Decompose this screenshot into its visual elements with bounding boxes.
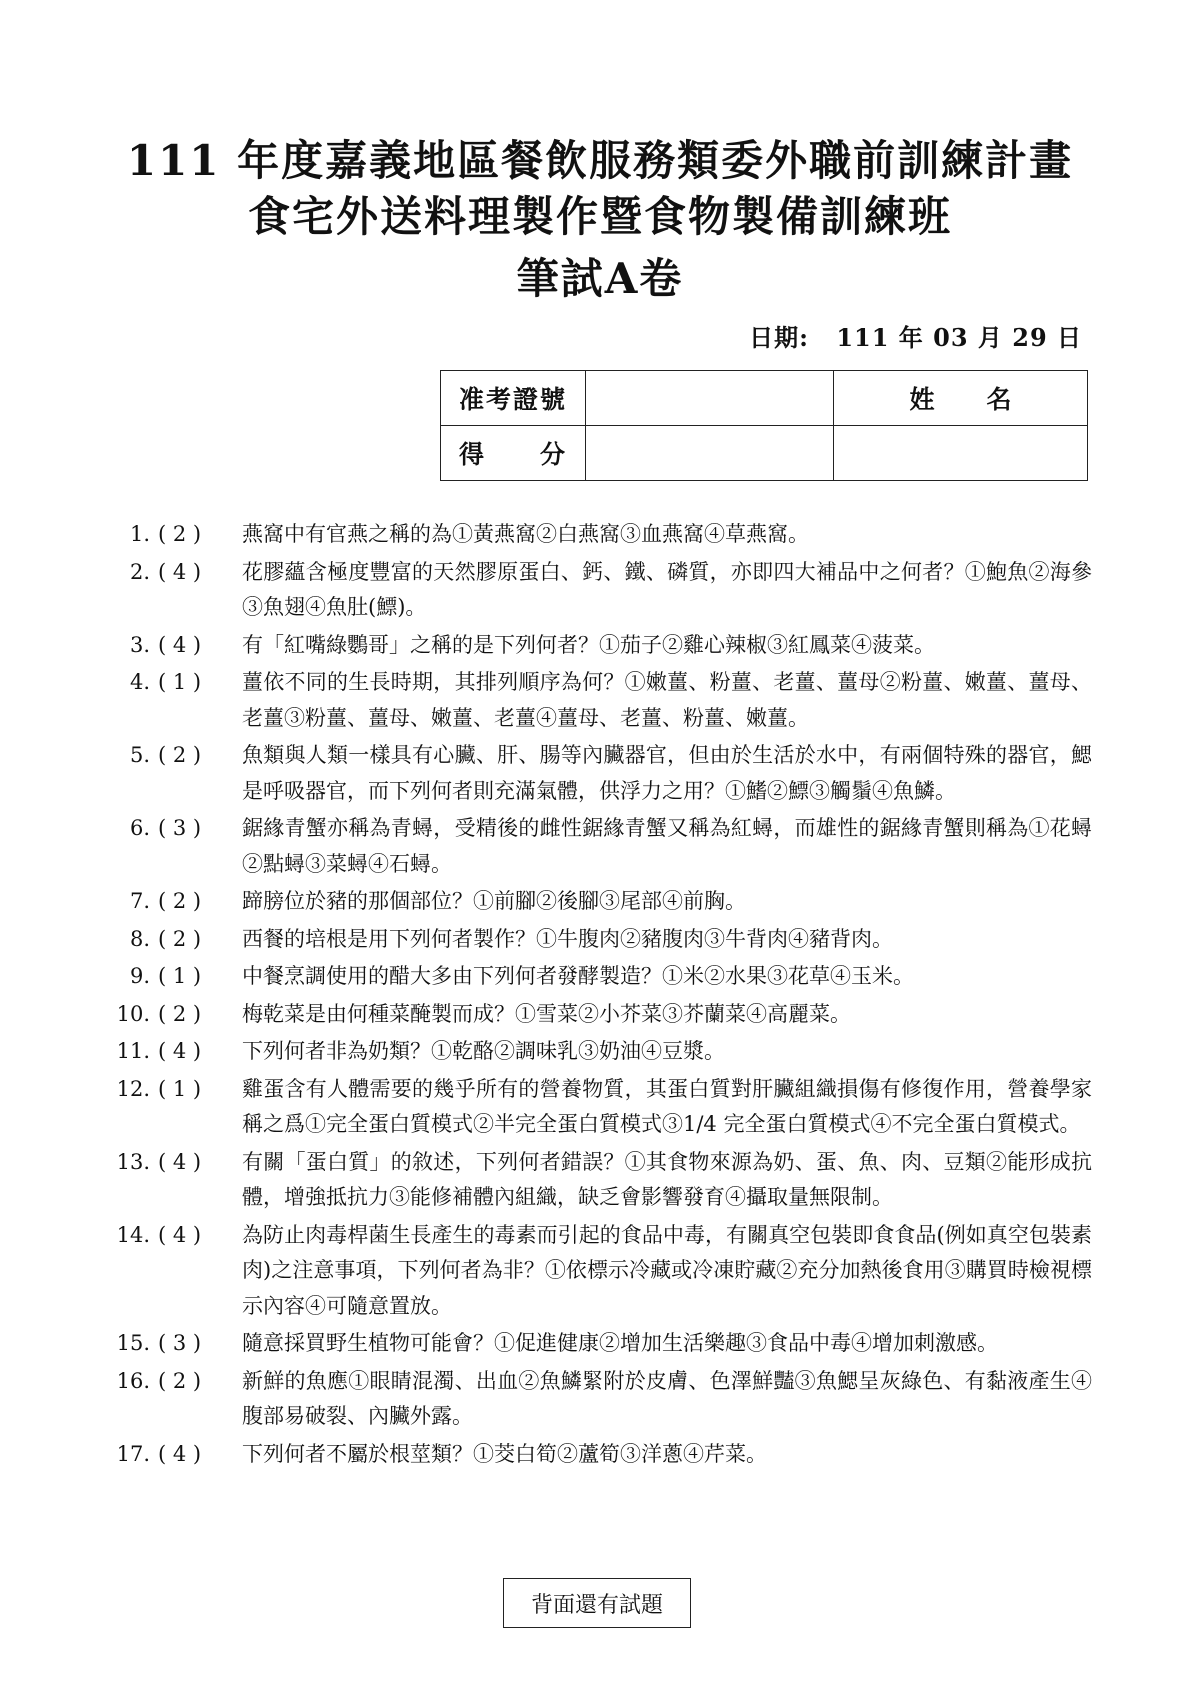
question-number: 16. (116, 1368, 150, 1393)
question-item (112, 959, 1092, 995)
question-number: 6. (129, 816, 150, 840)
question-item (112, 628, 1092, 664)
question-item (112, 997, 1092, 1033)
question-item (112, 517, 1092, 553)
question-answer: ( 2 ) (158, 1368, 202, 1393)
question-item (112, 665, 1092, 736)
question-answer: ( 1 ) (158, 670, 202, 694)
question-item (112, 1034, 1092, 1070)
question-item (112, 1072, 1092, 1143)
question-number: 10. (116, 1001, 150, 1026)
question-text: 燕窩中有官燕之稱的為①黃燕窩②白燕窩③血燕窩④草燕窩。 (242, 522, 809, 546)
question-answer: ( 4 ) (158, 1222, 202, 1247)
title-line-3: 筆試A卷 (516, 254, 684, 303)
question-answer: ( 4 ) (158, 1149, 202, 1174)
exam-id-label-char: 准 (459, 385, 487, 414)
score-label (441, 426, 586, 481)
question-number: 7. (129, 889, 150, 913)
score-label-char: 分 (540, 440, 568, 469)
question-number: 15. (116, 1331, 150, 1355)
exam-date (749, 318, 1082, 353)
question-text: 有關「蛋白質」的敘述，下列何者錯誤？①其食物來源為奶、蛋、魚、肉、豆類②能形成抗體，增強抵抗力③能修補體內組織，缺乏會影響發育④攝取量無限制。 (242, 1149, 1092, 1209)
question-number: 5. (129, 743, 150, 767)
question-item (112, 884, 1092, 920)
question-answer: ( 4 ) (158, 632, 202, 657)
question-answer: ( 2 ) (158, 743, 202, 767)
question-list (112, 517, 1092, 1474)
question-number: 13. (116, 1149, 150, 1174)
question-answer: ( 1 ) (158, 1076, 202, 1101)
question-number: 1. (129, 522, 150, 546)
question-item (112, 555, 1092, 626)
score-field[interactable] (586, 426, 834, 481)
question-text: 魚類與人類一樣具有心臟、肝、腸等內臟器官，但由於生活於水中，有兩個特殊的器官，鰓是呼吸器官，而下列何者則充滿氣體，供浮力之用？①鰭②鰾③觸鬚④魚鱗。 (242, 743, 1092, 803)
question-answer: ( 2 ) (158, 1001, 202, 1026)
name-label-char: 姓 (909, 385, 935, 414)
question-number: 14. (116, 1222, 150, 1247)
question-text: 雞蛋含有人體需要的幾乎所有的營養物質，其蛋白質對肝臟組織損傷有修復作用，營養學家稱之爲①完全蛋白質模式②半完全蛋白質模式③1/4 完全蛋白質模式④不完全蛋白質模式。 (242, 1076, 1092, 1136)
question-item (112, 1437, 1092, 1473)
question-item (112, 1218, 1092, 1325)
question-text: 蹄膀位於豬的那個部位？①前腳②後腳③尾部④前胸。 (242, 889, 746, 913)
score-label-char: 得 (459, 440, 487, 469)
title-line-1: 111 年度嘉義地區餐飲服務類委外職前訓練計畫 (126, 136, 1074, 185)
question-number: 8. (129, 926, 150, 951)
exam-id-field[interactable] (586, 371, 834, 426)
question-number: 17. (116, 1441, 150, 1466)
question-number: 9. (129, 964, 150, 988)
continue-on-back-note: 背面還有試題 (503, 1578, 691, 1628)
date-label: 日期: (749, 323, 809, 352)
question-number: 4. (129, 670, 150, 694)
question-number: 12. (116, 1076, 150, 1101)
question-text: 西餐的培根是用下列何者製作？①牛腹肉②豬腹肉③牛背肉④豬背肉。 (242, 926, 893, 951)
question-text: 薑依不同的生長時期，其排列順序為何？①嫩薑、粉薑、老薑、薑母②粉薑、嫩薑、薑母、老薑③粉薑、薑母、嫩薑、老薑④薑母、老薑、粉薑、嫩薑。 (242, 670, 1092, 730)
date-value: 111 年 03 月 29 日 (836, 323, 1082, 352)
exam-id-label-char: 號 (540, 385, 568, 414)
question-answer: ( 4 ) (158, 1441, 202, 1466)
question-text: 中餐烹調使用的醋大多由下列何者發酵製造？①米②水果③花草④玉米。 (242, 964, 914, 988)
question-answer: ( 4 ) (158, 559, 202, 584)
question-text: 花膠蘊含極度豐富的天然膠原蛋白、鈣、鐵、磷質，亦即四大補品中之何者？①鮑魚②海參③魚翅④魚肚(鰾)。 (242, 559, 1092, 619)
question-answer: ( 4 ) (158, 1039, 202, 1063)
question-text: 梅乾菜是由何種菜醃製而成？①雪菜②小芥菜③芥蘭菜④高麗菜。 (242, 1001, 851, 1026)
question-item (112, 1145, 1092, 1216)
question-number: 3. (129, 632, 150, 657)
question-number: 11. (116, 1039, 150, 1063)
question-answer: ( 3 ) (158, 816, 202, 840)
exam-id-label (441, 371, 586, 426)
question-text: 鋸緣青蟹亦稱為青蟳，受精後的雌性鋸緣青蟹又稱為紅蟳，而雄性的鋸緣青蟹則稱為①花蟳②點蟳③菜蟳④石蟳。 (242, 816, 1092, 876)
candidate-info-table (440, 370, 1088, 481)
question-item (112, 738, 1092, 809)
question-answer: ( 2 ) (158, 926, 202, 951)
name-label (833, 371, 1087, 426)
question-answer: ( 1 ) (158, 964, 202, 988)
question-answer: ( 2 ) (158, 522, 202, 546)
exam-id-label-char: 證 (513, 385, 541, 414)
question-item (112, 811, 1092, 882)
question-text: 下列何者不屬於根莖類？①茭白筍②蘆筍③洋蔥④芹菜。 (242, 1441, 767, 1466)
exam-id-label-char: 考 (486, 385, 514, 414)
question-number: 2. (129, 559, 150, 584)
title-line-2: 食宅外送料理製作暨食物製備訓練班 (247, 192, 952, 241)
question-item (112, 1326, 1092, 1362)
question-text: 為防止肉毒桿菌生長產生的毒素而引起的食品中毒，有關真空包裝即食食品(例如真空包裝素肉)之注意事項，下列何者為非？①依標示冷藏或冷凍貯藏②充分加熱後食用③購買時檢視標示內容④可隨意置放。 (242, 1222, 1092, 1318)
question-text: 隨意採買野生植物可能會？①促進健康②增加生活樂趣③食品中毒④增加刺激感。 (242, 1331, 998, 1355)
question-answer: ( 2 ) (158, 889, 202, 913)
question-item (112, 1364, 1092, 1435)
name-field[interactable] (833, 426, 1087, 481)
question-text: 下列何者非為奶類？①乾酪②調味乳③奶油④豆漿。 (242, 1039, 725, 1063)
name-label-char: 名 (986, 385, 1012, 414)
question-item (112, 922, 1092, 958)
question-text: 有「紅嘴綠鸚哥」之稱的是下列何者？①茄子②雞心辣椒③紅鳳菜④菠菜。 (242, 632, 935, 657)
question-text: 新鮮的魚應①眼睛混濁、出血②魚鱗緊附於皮膚、色澤鮮豔③魚鰓呈灰綠色、有黏液產生④腹部易破裂、內臟外露。 (242, 1368, 1092, 1428)
question-answer: ( 3 ) (158, 1331, 202, 1355)
